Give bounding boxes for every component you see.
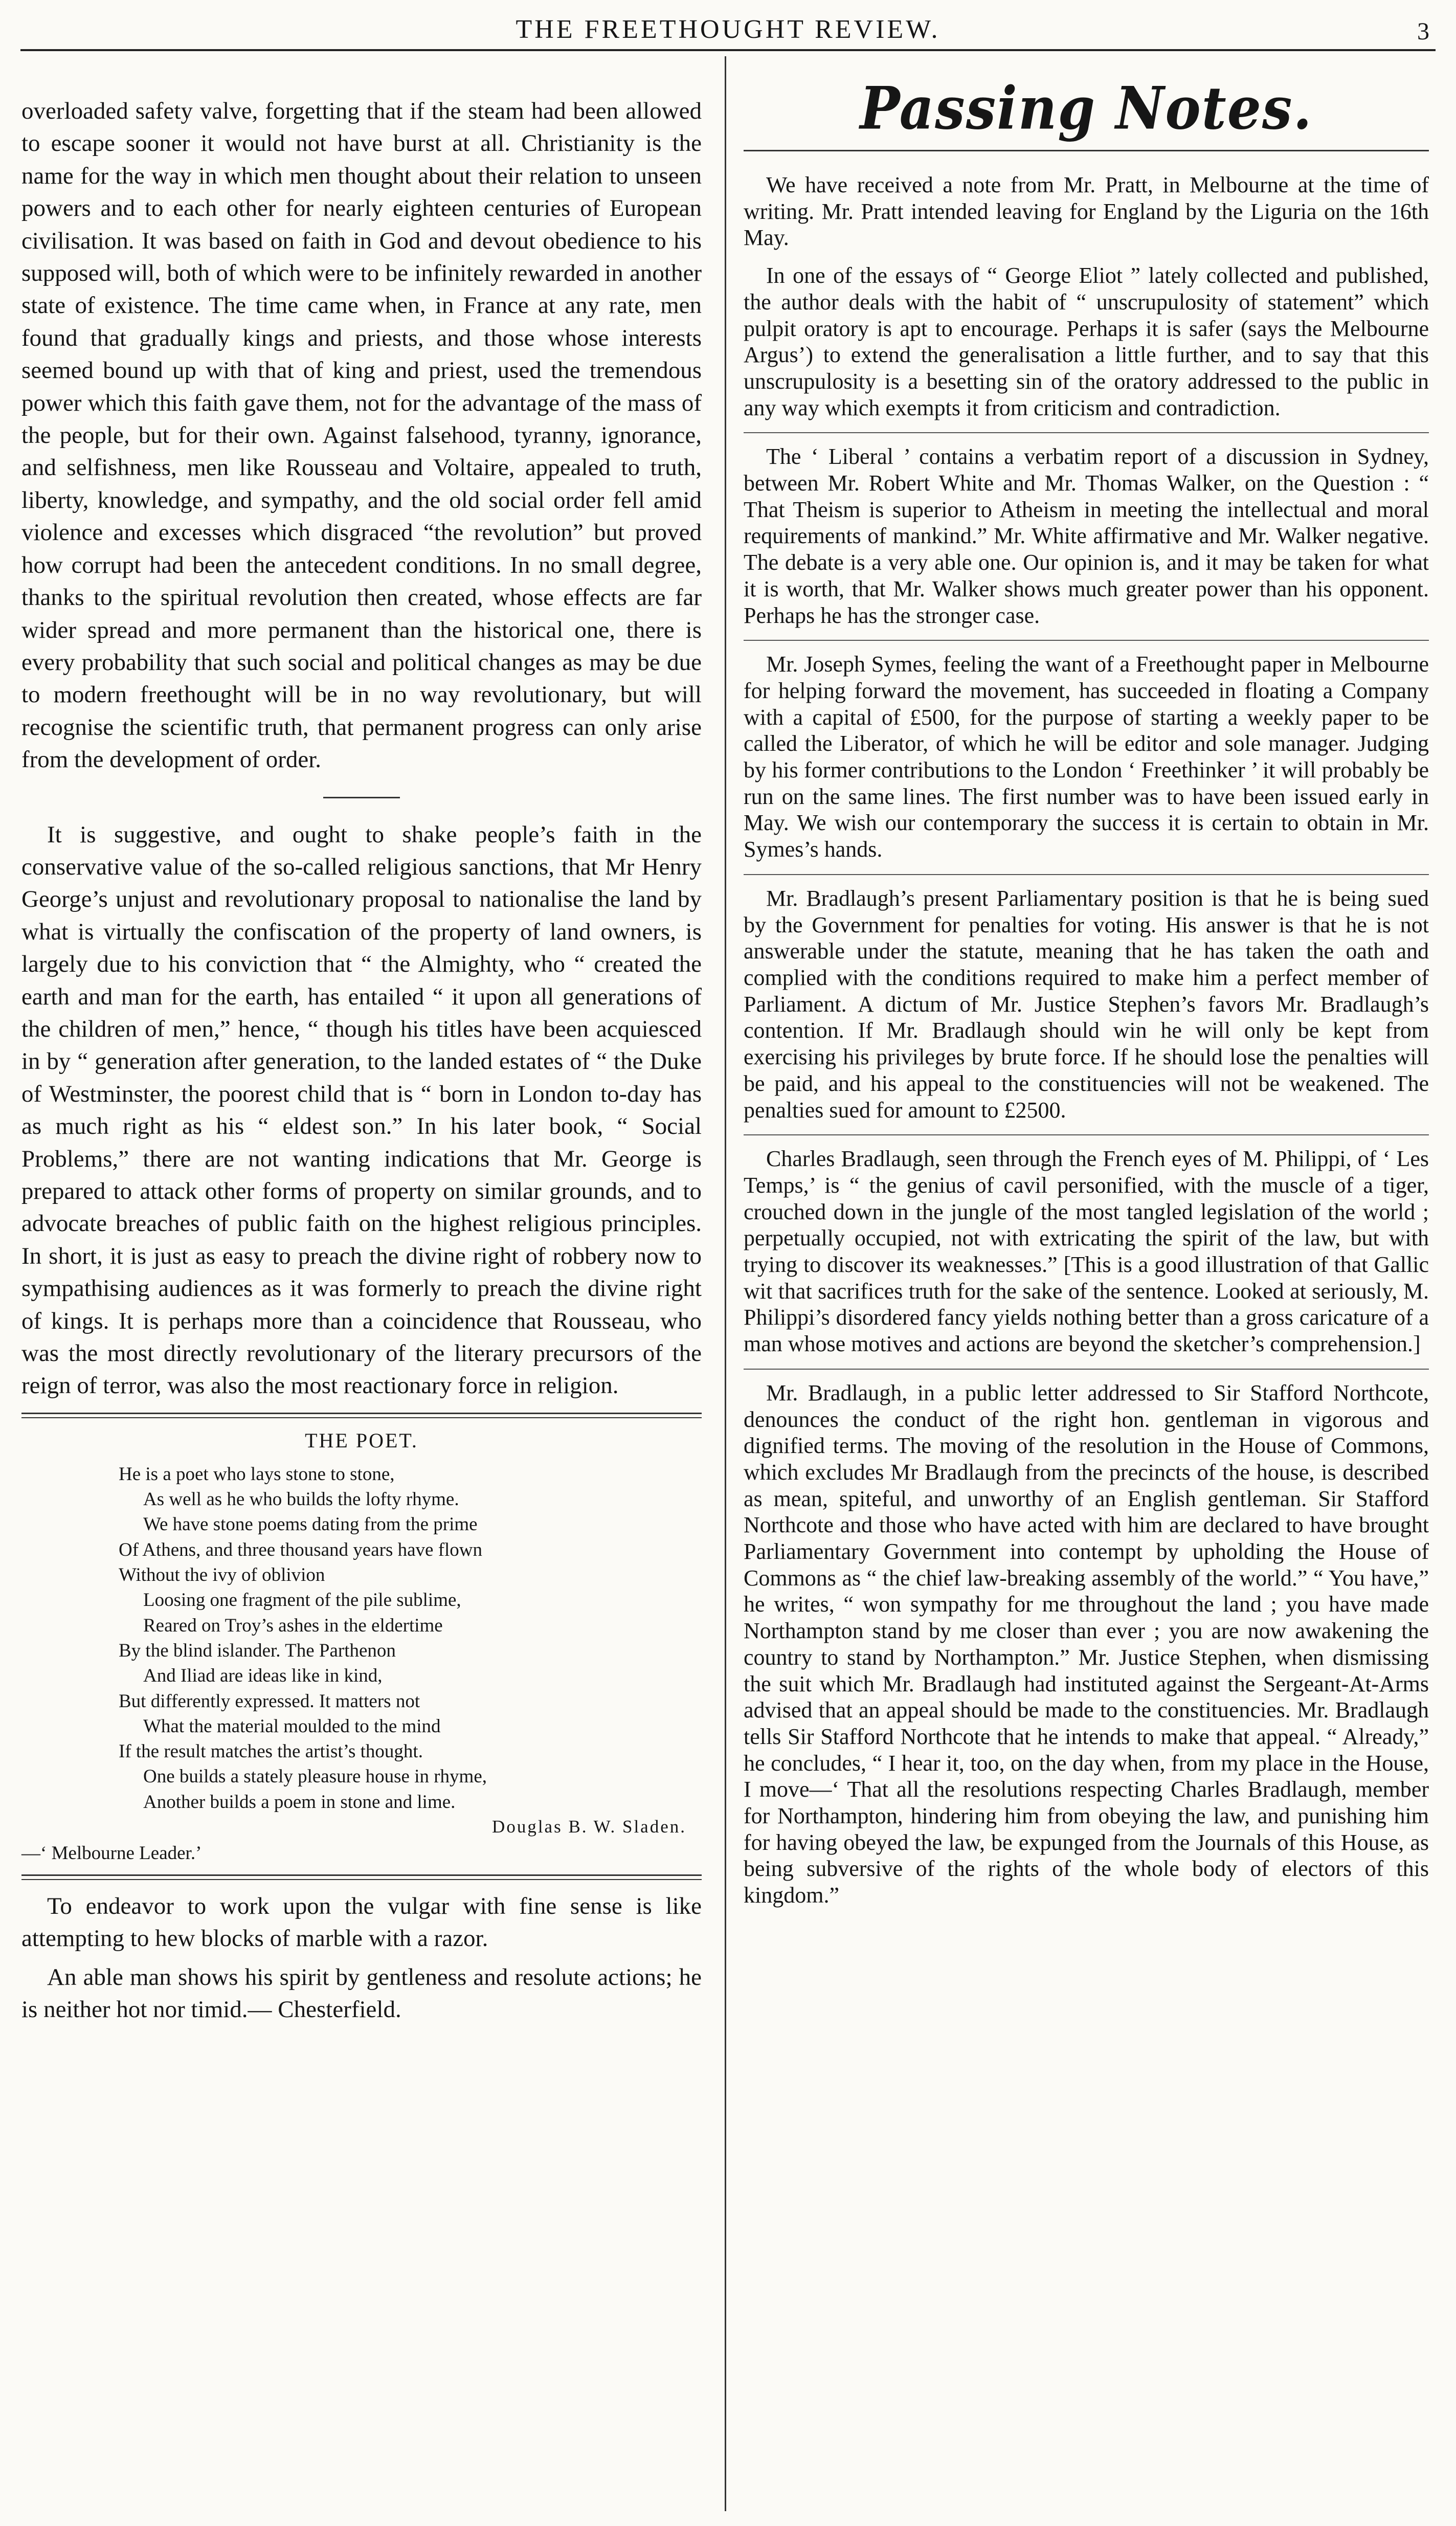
column-divider [725,56,726,2511]
note-separator [744,432,1429,433]
note-northcote-letter: Mr. Bradlaugh, in a public letter addressed to Sir Stafford Northcote, denounces the conduct of the right hon. gentleman in vigorous and dignified terms. The moving of the resolution in the House of Commons, which excludes Mr Bradlaugh from the precincts of the house, is described as mean, spiteful, and unworthy of an English gentleman. Sir Stafford Northcote and those who have acted with him are declared to have brought Parliamentary Government into contempt by upholding the House of Commons as “ the chief law-breaking assembly of the world.” “ You have,” he writes, “ won sympathy for me throughout the land ; you have made Northampton stand by me closer than ever ; you are now awakening the country to stand by Northampton.” Mr. Justice Stephen, when dismissing the suit which Mr. Bradlaugh had instituted against the Sergeant-At-Arms advised that an appeal should be made to the constituencies. Mr. Bradlaugh tells Sir Stafford Northcote that he intends to make that appeal. “ Already,” he concludes, “ I hear it, too, on the day when, from my place in the House, I move—‘ That all the resolutions respecting Charles Bradlaugh, member for Northampton, hindering him from obeying the law, and punishing him for having obeyed the law, be expunged from the Journals of this House, as being subversive of the rights of the whole body of electors of this kingdom.” [744,1380,1429,1908]
running-title: THE FREETHOUGHT REVIEW. [516,15,940,44]
poem-line: Another builds a poem in stone and lime. [143,1791,456,1813]
note-bradlaugh-position: Mr. Bradlaugh’s present Parliamentary position is that he is being sued by the Government for penalties for voting. His answer is that he is not answerable under the statute, meaning that he has taken the oath and complied with the conditions required to make him a perfect member of Parliament. A dictum of Mr. Justice Stephen’s favors Mr. Bradlaugh’s contention. If Mr. Bradlaugh should win he will only be kept from exercising his privileges by brute force. If he should lose the penalties will be paid, and his appeal to the constituencies will not be weakened. The penalties sued for amount to £2500. [744,885,1429,1123]
poem-source: —‘ Melbourne Leader.’ [21,1843,202,1864]
poem-line: He is a poet who lays stone to stone, [119,1463,395,1485]
poem-top-rule [21,1413,702,1418]
poem-line: Without the ivy of oblivion [119,1564,325,1586]
poem-line: As well as he who builds the lofty rhyme. [143,1489,459,1510]
poem-line: One builds a stately pleasure house in rhyme, [143,1766,487,1787]
article-continuation: overloaded safety valve, forgetting that if the steam had been allowed to escape sooner it would not have burst at all. Christianity is the name for the way in which men thought about their relation to unseen powers and to each other for nearly eighteen centuries of European civilisation. It was based on faith in God and devout obedience to his supposed will, both of which were to be infinitely rewarded in another state of existence. The time came when, in France at any rate, men found that gradually kings and priests, and those whose interests seemed bound up with that of king and priest, used the tremendous power which this faith gave them, not for the advantage of the mass of the people, but for their own. Against falsehood, tyranny, ignorance, and selfishness, men like Rousseau and Voltaire, appealed to truth, liberty, knowledge, and sympathy, and the old social order fell amid violence and excesses which disgraced “the revolution” but proved how corrupt had been the antecedent conditions. In no small degree, thanks to the spiritual revolution then created, whose effects are far wider spread and more permanent than the historical one, there is every probability that such social and political changes as may be due to modern freethought will be in no way revolutionary, but will recognise the scientific truth, that permanent progress can only arise from the development of order. [21,98,702,773]
header-rule [20,49,1436,51]
note-pratt: We have received a note from Mr. Pratt, in Melbourne at the time of writing. Mr. Pratt intended leaving for England by the Liguria on the 16th May. [744,172,1429,251]
poem-body [21,1462,702,1815]
passing-notes-masthead: Passing Notes. [860,73,1313,143]
right-column [744,73,1429,1909]
poem-line: But differently expressed. It matters not [119,1690,420,1712]
poem-line: And Iliad are ideas like in kind, [143,1665,383,1687]
poem-bottom-rule [21,1874,702,1880]
masthead-rule [744,150,1429,151]
note-liberal-debate: The ‘ Liberal ’ contains a verbatim report of a discussion in Sydney, between Mr. Robert White and Mr. Thomas Walker, on the Question : “ That Theism is superior to Atheism in meeting the intellectual and moral requirements of mankind.” Mr. White affirmative and Mr. Walker negative. The debate is a very able one. Our opinion is, and it may be taken for what it is worth, that Mr. Walker shows much greater power than his opponent. Perhaps he has the stronger case. [744,444,1429,628]
note-philippi: Charles Bradlaugh, seen through the French eyes of M. Philippi, of ‘ Les Temps,’ is “ the genius of cavil personified, with the muscle of a tiger, crouched down in the jungle of the most tangled legislation of the world ; perpetually occupied, not with extricating the spirit of the law, but with trying to discover its weaknesses.” [This is a good illustration of that Gallic wit that sacrifices truth for the sake of the sentence. Looked at seriously, M. Philippi’s disordered fancy yields nothing better than a gross caricature of a man whose motives and actions are beyond the sketcher’s comprehension.] [744,1146,1429,1357]
left-column [21,95,702,2026]
quote-razor: To endeavor to work upon the vulgar with fine sense is like attempting to hew blocks of marble with a razor. [21,1893,702,1952]
note-george-eliot: In one of the essays of “ George Eliot ” lately collected and published, the author deals with the habit of “ unscrupulosity of statement” which pulpit oratory is apt to encourage. Perhaps it is safer (says the Melbourne Argus’) to extend the generalisation a little further, and to say that this unscrupulosity is a besetting sin of the oratory addressed to the public in any way which exempts it from criticism and contradiction. [744,263,1429,420]
poem-line: If the result matches the artist’s thought. [119,1741,423,1762]
george-paragraph: It is suggestive, and ought to shake people’s faith in the conservative value of the so-called religious sanctions, that Mr Henry George’s unjust and revolutionary proposal to nationalise the land by what is virtually the confiscation of the property of land owners, is largely due to his conviction that “ the Almighty, who “ created the earth and man for the earth, has entailed “ it upon all generations of the children of men,” hence, “ though his titles have been acquiesced in by “ generation after generation, to the landed estates of “ the Duke of Westminster, the poorest child that is “ born in London to-day has as much right as his “ eldest son.” In his later book, “ Social Problems,” there are not wanting indications that Mr. George is prepared to attack other forms of property on similar grounds, and to advocate breaches of public faith on the highest religious principles. In short, it is just as easy to preach the divine right of robbery now to sympathising audiences as it was formerly to preach the divine right of kings. It is perhaps more than a coincidence that Rousseau, who was the most directly revolutionary of the literary precursors of the reign of terror, was also the most reactionary force in religion. [21,821,702,1399]
poem-block [21,1428,702,1864]
section-separator [323,797,400,798]
running-head [0,14,1456,50]
poem-line: Of Athens, and three thousand years have flown [119,1539,483,1560]
note-separator [744,640,1429,641]
poem-line: We have stone poems dating from the prime [143,1514,478,1535]
poem-title: THE POET. [305,1428,418,1452]
note-symes-liberator: Mr. Joseph Symes, feeling the want of a Freethought paper in Melbourne for helping forward the movement, has succeeded in floating a Company with a capital of £500, for the purpose of starting a weekly paper to be called the Liberator, of which he will be editor and sole manager. Judging by his former contributions to the London ‘ Freethinker ’ it will probably be run on the same lines. The first number was to have been issued early in May. We wish our contemporary the success it is certain to obtain in Mr. Symes’s hands. [744,652,1429,862]
poem-author: Douglas B. W. Sladen. [492,1817,686,1837]
note-separator [744,1369,1429,1370]
poem-line: Loosing one fragment of the pile sublime, [143,1590,461,1611]
page-number: 3 [1417,18,1429,45]
poem-line: What the material moulded to the mind [143,1715,441,1737]
note-separator [744,874,1429,875]
quote-chesterfield: An able man shows his spirit by gentleness and resolute actions; he is neither hot nor timid.— Chesterfield. [21,1963,702,2023]
poem-line: By the blind islander. The Parthenon [119,1640,396,1661]
poem-line: Reared on Troy’s ashes in the eldertime [143,1615,443,1636]
note-separator [744,1134,1429,1135]
